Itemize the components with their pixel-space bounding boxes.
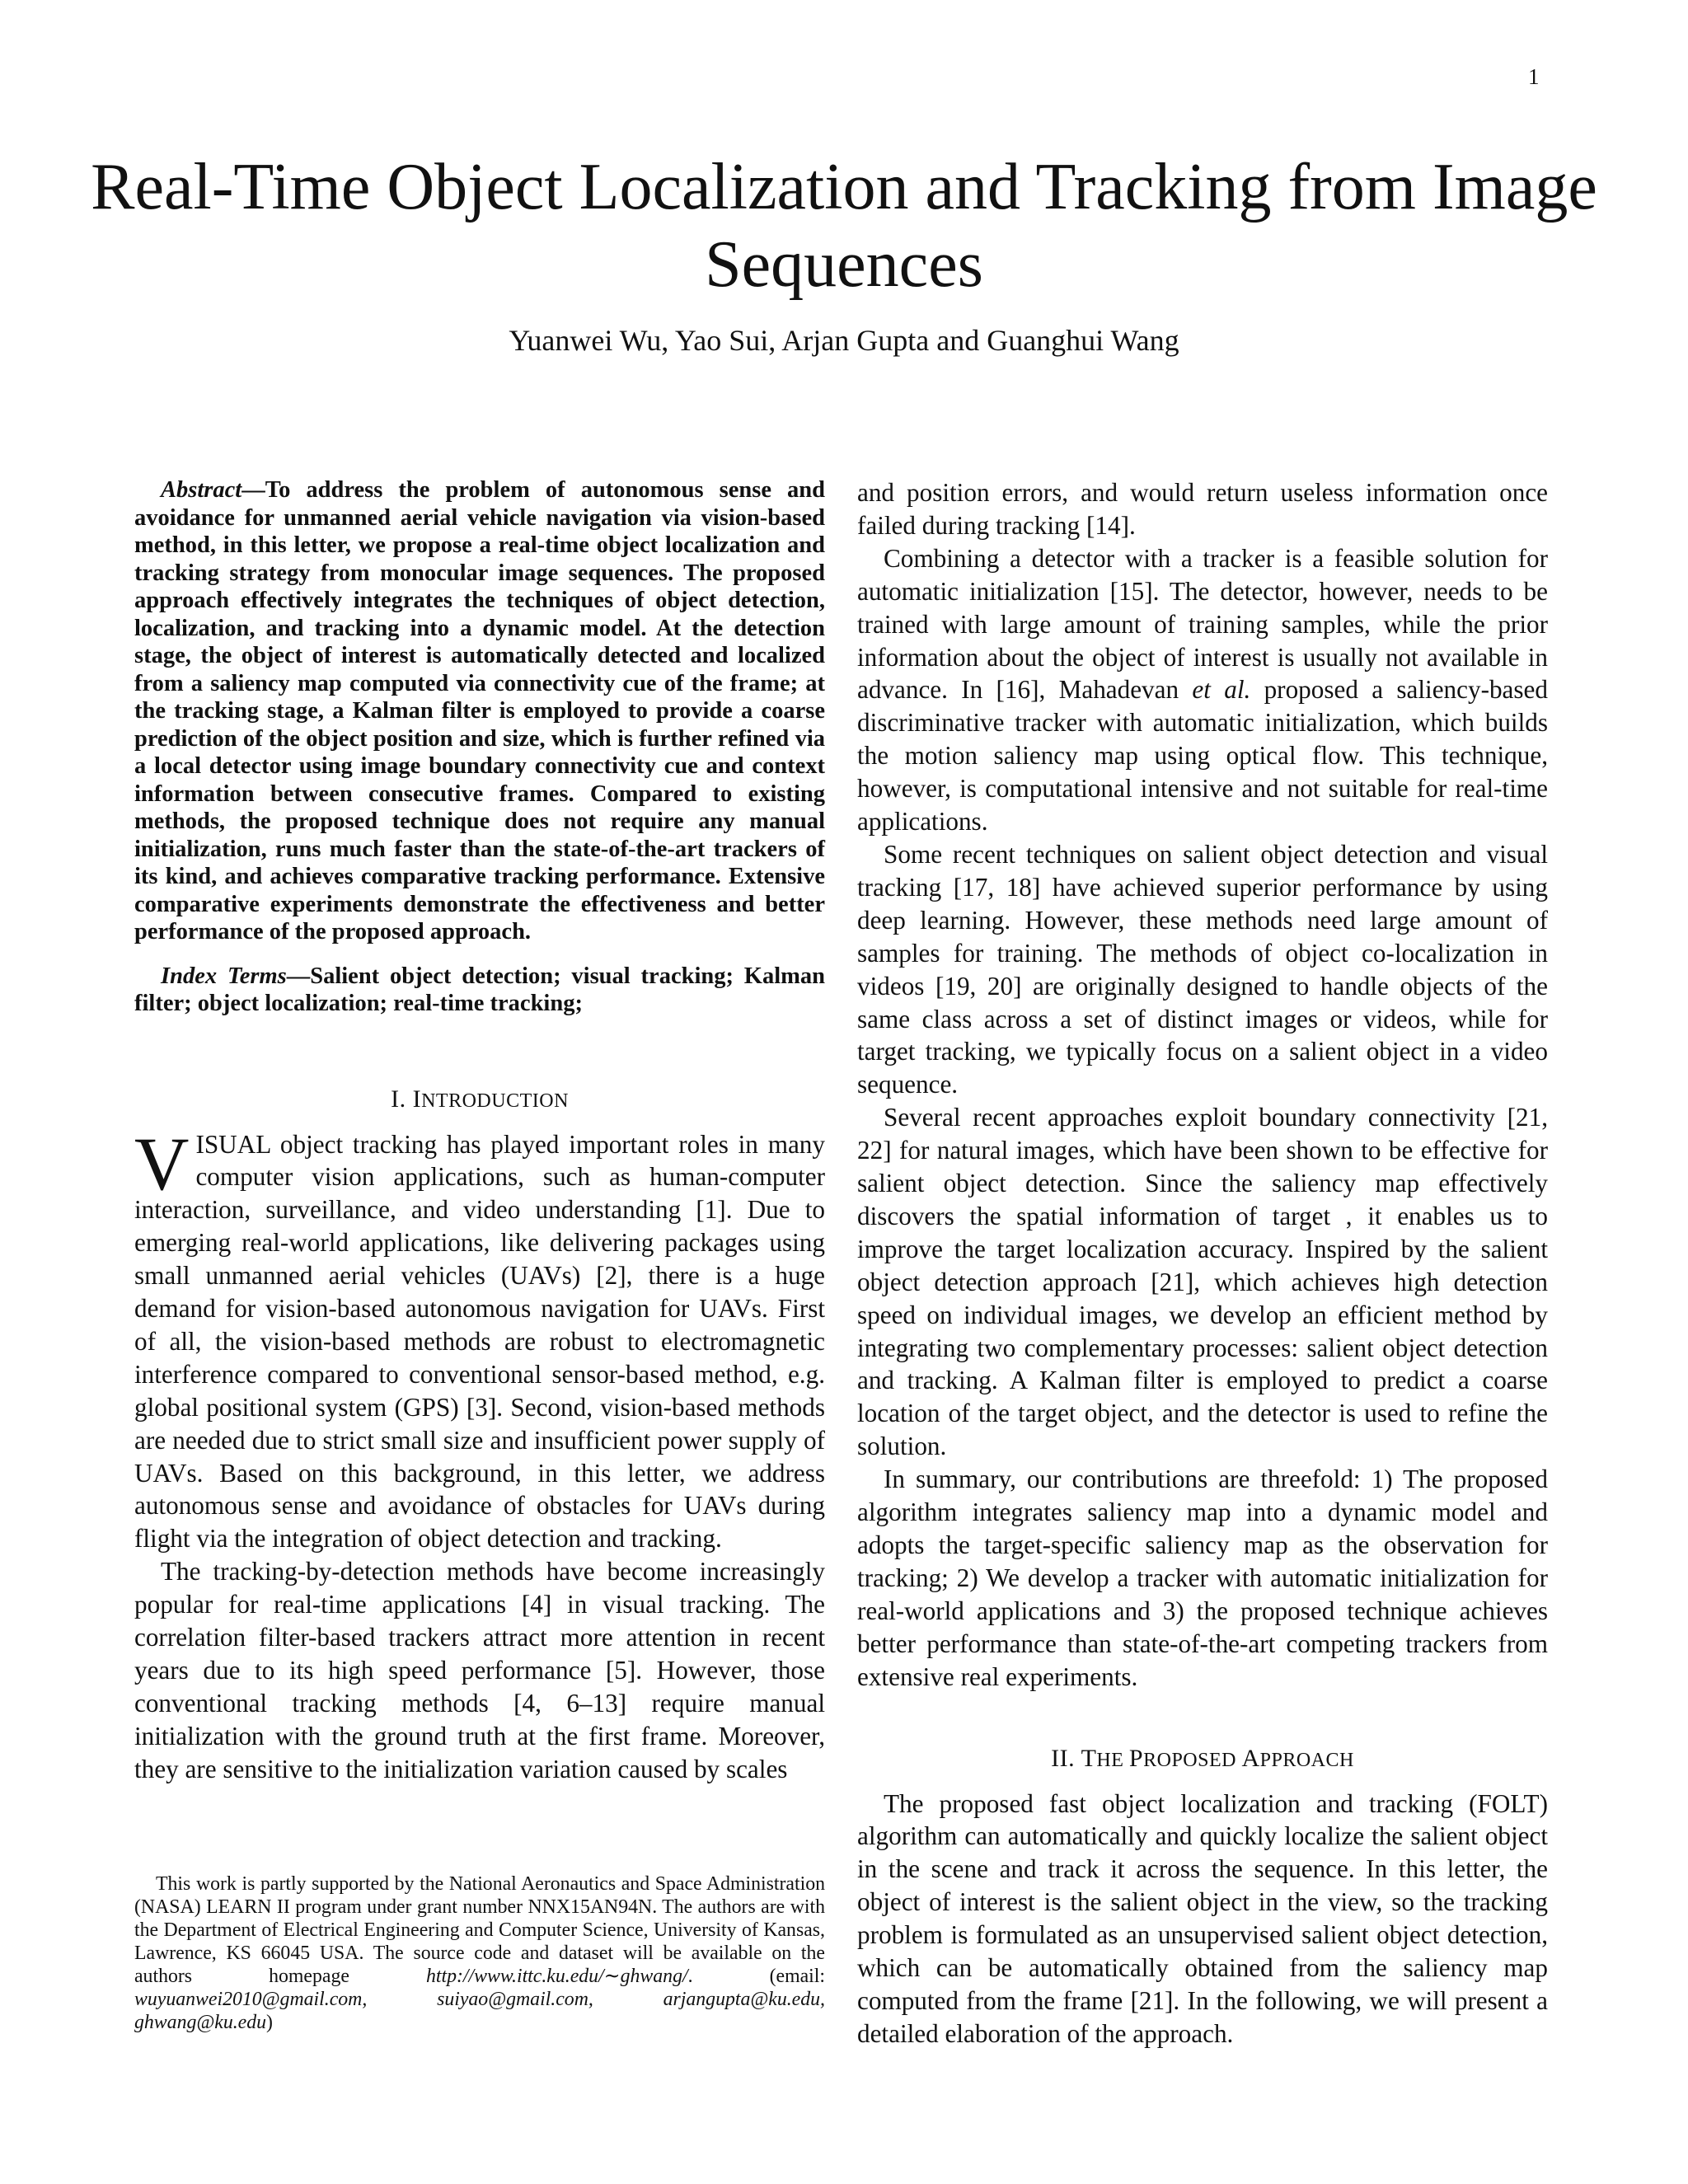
intro-paragraph-3-text-a: Combining a detector with a tracker is a feasible solution for automatic initialization [15]. The detector, however, needs to be trained with large amount of training samples, while the prior information about the object of interest is usually not available in advance. In [16], Mahadevan	[857, 543, 1548, 705]
intro-paragraph-3	[857, 542, 1548, 838]
approach-paragraph-1: The proposed fast object localization and tracking (FOLT) algorithm can automatically and quickly localize the salient object in the scene and track it across the sequence. In this letter, the object of interest is the salient object in the view, so the tracking problem is formulated as an unsupervised salient object detection, which can be automatically obtained from the saliency map computed from the frame [21]. In the following, we will present a detailed elaboration of the approach.	[857, 1788, 1548, 2048]
footnote-text: This work is partly supported by the National Aeronautics and Space Administration (NASA) LEARN II program under grant number NNX15AN94N. The authors are with the Department of Electrical Engineering and Computer Science, University of Kansas, Lawrence, KS 66045 USA. The source code and dataset will be available on the authors homepage	[134, 1873, 825, 1987]
paper-title: Real-Time Object Localization and Tracking from Image Sequences	[91, 151, 1597, 301]
et-al: et al.	[1192, 675, 1251, 705]
index-terms-label: Index Terms	[161, 963, 287, 989]
intro-paragraph-2-continued: and position errors, and would return useless information once failed during tracking [14].	[857, 478, 1548, 540]
page-number: 1	[1528, 64, 1540, 89]
index-terms-text: —Salient object detection; visual tracking; Kalman filter; object localization; real-time tracking;	[134, 963, 825, 1016]
heading-smallcaps-1: HE	[1096, 1749, 1129, 1771]
heading-smallcaps-2: ROPOSED	[1143, 1749, 1242, 1771]
section-numeral: I.	[391, 1085, 413, 1113]
homepage-link[interactable]: http://www.ittc.ku.edu/∼ghwang/	[425, 1966, 688, 1987]
intro-paragraph-2: The tracking-by-detection methods have become increasingly popular for real-time applications [4] in visual tracking. The correlation filter-based trackers attract more attention in recent years due to its high speed performance [5]. However, those conventional tracking methods [4, 6–13] require manual initialization with the ground truth at the first frame. Moreover, they are sensitive to the initialization variation caused by scales	[134, 1557, 825, 1783]
drop-cap: V	[134, 1121, 190, 1206]
heading-smallcaps-3: PPROACH	[1259, 1749, 1354, 1771]
footnote-paragraph	[134, 1872, 825, 2034]
section-heading-smallcaps: NTRODUCTION	[421, 1090, 569, 1112]
author-emails: wuyuanwei2010@gmail.com, suiyao@gmail.com, arjangupta@ku.edu, ghwang@ku.edu	[134, 1989, 825, 2033]
footnote-text-2: . (email:	[687, 1966, 826, 1987]
right-column	[857, 476, 1548, 2050]
section-heading-introduction	[134, 1085, 825, 1113]
intro-paragraph-6: In summary, our contributions are threefold: 1) The proposed algorithm integrates saliency map into a dynamic model and adopts the target-specific saliency map as the observation for tracking; 2) We develop a tracker with automatic initialization for real-world applications and 3) the proposed technique achieves better performance than state-of-the-art competing trackers from extensive real experiments.	[857, 1465, 1548, 1691]
footnote	[134, 1872, 825, 2034]
section-heading-initial: I	[412, 1085, 422, 1113]
heading-initial-1: T	[1081, 1744, 1097, 1772]
section-heading-proposed-approach	[857, 1745, 1548, 1773]
heading-initial-3: A	[1241, 1744, 1260, 1772]
intro-paragraph-5: Several recent approaches exploit boundary connectivity [21, 22] for natural images, which have been shown to be effective for salient object detection. Since the saliency map effectively discovers the spatial information of target , it enables us to improve the target localization accuracy. Inspired by the salient object detection approach [21], which achieves high detection speed on individual images, we develop an efficient method by integrating two complementary processes: salient object detection and tracking. A Kalman filter is employed to predict a coarse location of the target object, and the detector is used to refine the solution.	[857, 1103, 1548, 1461]
index-terms	[134, 963, 825, 1018]
section-numeral: II.	[1051, 1744, 1081, 1772]
left-column	[134, 476, 825, 1786]
abstract	[134, 476, 825, 946]
intro-paragraph-1-text: ISUAL object tracking has played important roles in many computer vision applications, such as human-computer interaction, surveillance, and video understanding [1]. Due to emerging real-world applications, like delivering packages using small unmanned aerial vehicles (UAVs) [2], there is a huge demand for vision-based autonomous navigation for UAVs. First of all, the vision-based methods are robust to electromagnetic interference compared to conventional sensor-based method, e.g. global positional system (GPS) [3]. Second, vision-based methods are needed due to strict small size and insufficient power supply of UAVs. Based on this background, in this letter, we address autonomous sense and avoidance of obstacles for UAVs during flight via the integration of object detection and tracking.	[134, 1129, 825, 1554]
intro-paragraph-1	[134, 1121, 825, 1556]
abstract-text: —To address the problem of autonomous sense and avoidance for unmanned aerial vehicle navigation via vision-based method, in this letter, we propose a real-time object localization and tracking strategy from monocular image sequences. The proposed approach effectively integrates the techniques of object detection, localization, and tracking into a dynamic model. At the detection stage, the object of interest is automatically detected and localized from a saliency map computed via connectivity cue of the frame; at the tracking stage, a Kalman filter is employed to provide a coarse prediction of the object position and size, which is further refined via a local detector using image boundary connectivity cue and context information between consecutive frames. Compared to existing methods, the proposed technique does not require any manual initialization, runs much faster than the state-of-the-art trackers of its kind, and achieves comparative tracking performance. Extensive comparative experiments demonstrate the effectiveness and better performance of the proposed approach.	[134, 477, 825, 944]
abstract-label: Abstract	[161, 477, 242, 503]
heading-initial-2: P	[1128, 1744, 1144, 1772]
intro-paragraph-4: Some recent techniques on salient object detection and visual tracking [17, 18] have achieved superior performance by using deep learning. However, these methods need large amount of samples for training. The methods of object co-localization in videos [19, 20] are originally designed to handle objects of the same class across a set of distinct images or videos, while for target tracking, we typically focus on a salient object in a video sequence.	[857, 839, 1548, 1099]
footnote-text-3: )	[266, 2012, 273, 2033]
intro-paragraph-3-text-b: proposed a saliency-based discriminative tracker with automatic initialization, which builds the motion saliency map using optical flow. This technique, however, is computational intensive and not suitable for real-time applications.	[857, 675, 1548, 837]
author-list: Yuanwei Wu, Yao Sui, Arjan Gupta and Guanghui Wang	[509, 324, 1179, 357]
